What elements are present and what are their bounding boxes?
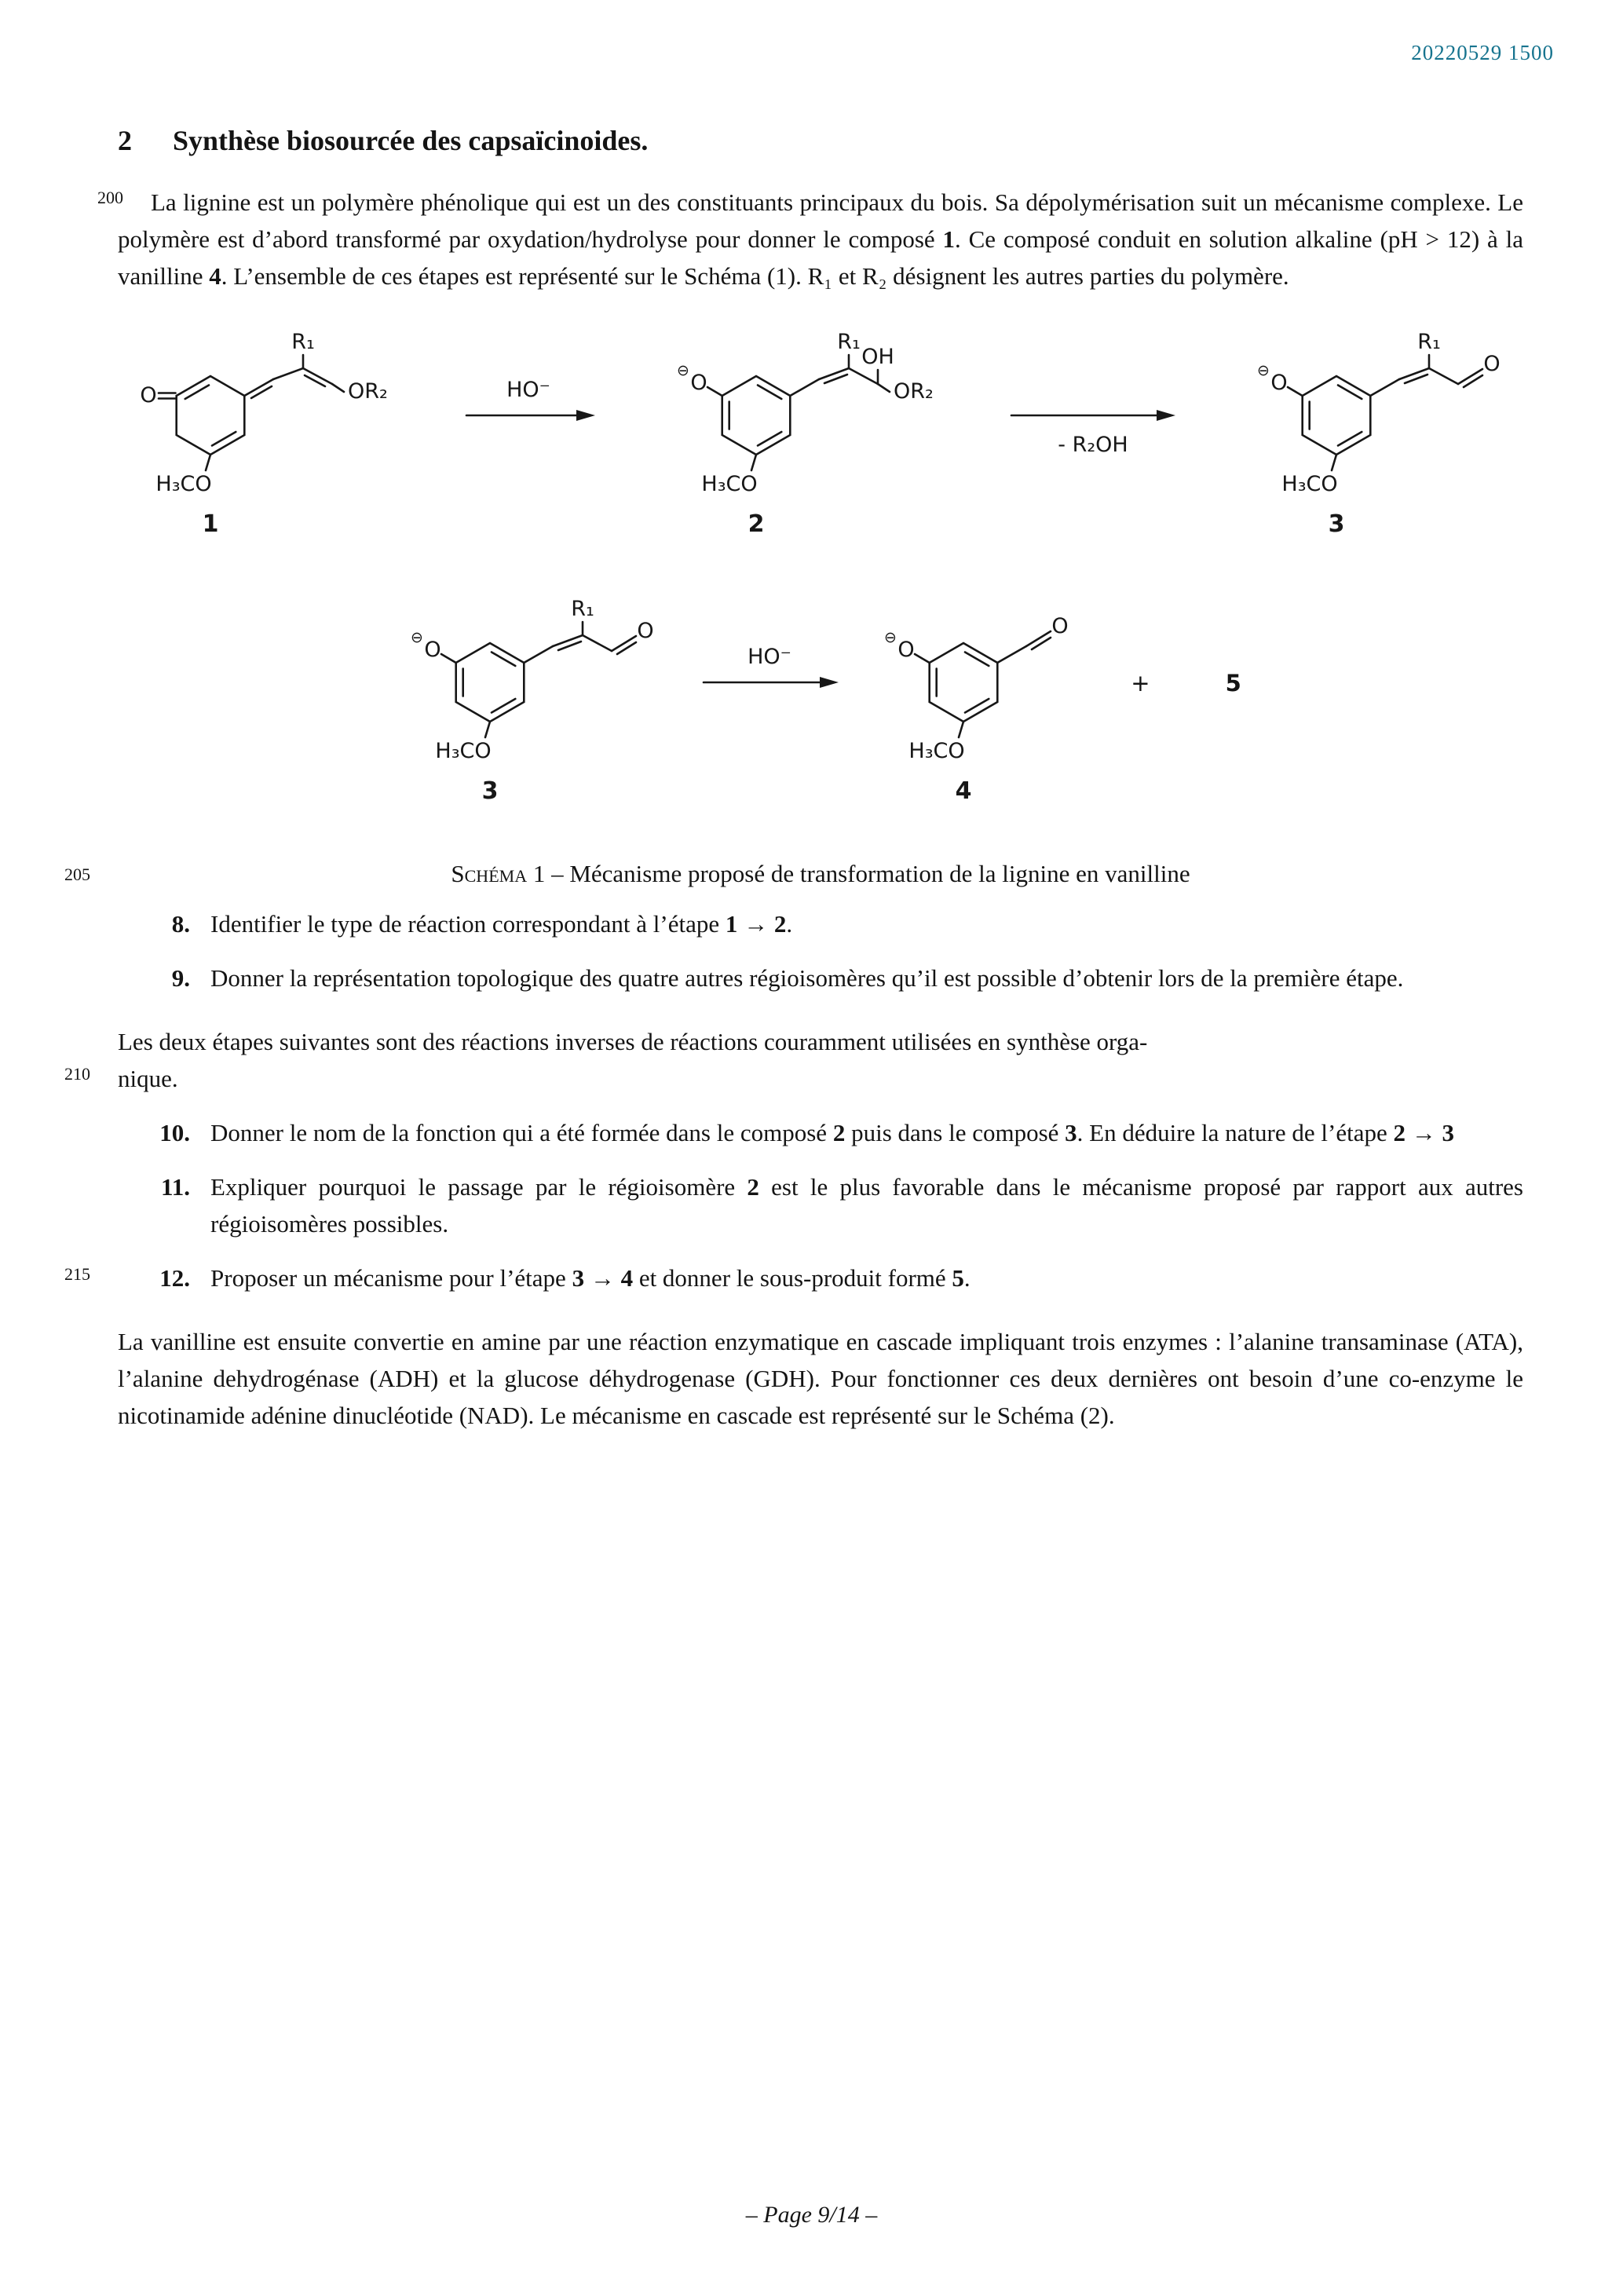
questions-block-1 — [118, 905, 1523, 996]
question-number: 10. — [159, 1119, 190, 1146]
text-segment: . — [963, 1264, 971, 1292]
scheme-caption — [64, 860, 1523, 888]
phenolate-group — [411, 629, 456, 663]
oxygen-label: O — [637, 619, 654, 643]
compound-4-structure — [873, 596, 1085, 808]
question-text — [210, 1114, 1523, 1151]
phenolate-group — [884, 629, 930, 663]
question-number: 12. — [159, 1264, 190, 1292]
methoxy-group — [909, 722, 965, 763]
margin-line-number-205: 205 — [64, 865, 90, 884]
r1-label: R₁ — [291, 330, 315, 354]
question-10 — [118, 1114, 1523, 1151]
text-segment: . — [786, 910, 793, 938]
compound-ref: 1 — [725, 910, 738, 938]
paragraph-intermediate — [64, 1023, 1523, 1097]
r1-label: R₁ — [571, 597, 595, 621]
compound-ref: 2 — [773, 910, 787, 938]
question-8 — [118, 905, 1523, 942]
compound-ref-1: 1 — [942, 225, 955, 253]
h3co-label: H₃CO — [1281, 472, 1338, 496]
margin-line-number-200: 200 — [97, 188, 123, 207]
plus-sign: + — [1131, 670, 1150, 696]
compound-ref: 4 — [620, 1264, 634, 1292]
question-number: 8. — [171, 910, 190, 938]
question-number: 11. — [160, 1173, 190, 1201]
closing-paragraph: La vanilline est ensuite convertie en amine par une réaction enzymatique en cascade impliquant trois enzymes : l’alanine transaminase (ATA), l’alanine dehydrogénase (ADH) et la glucose déhydrogenase (GDH). Pour fonctionner ces deux dernières ont besoin d’une co-enzyme le nicotinamide adénine dinucléotide (NAD). Le mécanisme en cascade est représenté sur le Schéma (2). — [118, 1328, 1523, 1429]
compound-ref: 5 — [952, 1264, 964, 1292]
h3co-label: H₃CO — [435, 739, 492, 763]
text-segment: . L’ensemble de ces étapes est représenté sur le Schéma (1). R₁ et R₂ désignent les autres parties du polymère. — [221, 262, 1289, 290]
question-text — [210, 1168, 1523, 1242]
ring — [722, 376, 790, 455]
compound-2-number: 2 — [748, 510, 764, 538]
compound-1-number: 1 — [202, 510, 219, 538]
text-segment: . En déduire la nature de l’étape — [1077, 1119, 1394, 1146]
circled-minus-icon: ⊖ — [411, 629, 424, 646]
questions-block-2 — [64, 1114, 1523, 1296]
compound-3-number: 3 — [481, 777, 499, 805]
text-segment: Donner le nom de la fonction qui a été formée dans le composé — [210, 1119, 833, 1146]
arrowhead-icon — [576, 410, 595, 421]
text-segment: Donner la représentation topologique des quatre autres régioisomères qu’il est possible d’obtenir lors de la première étape. — [210, 964, 1404, 992]
intro-paragraph — [97, 184, 1523, 294]
text-segment: → — [1405, 1119, 1442, 1146]
page-footer: – Page 9/14 – — [745, 2202, 878, 2228]
section-title: Synthèse biosourcée des capsaïcinoides. — [173, 125, 649, 156]
question-text — [210, 905, 1523, 942]
question-12 — [64, 1260, 1523, 1296]
text-segment: . Ce composé conduit en solution alkaline (pH > 12) à la vanilline — [118, 225, 1523, 290]
compound-4-number: 4 — [955, 777, 972, 805]
content-area — [64, 0, 1523, 1434]
aldehyde-group — [998, 614, 1069, 663]
text-segment: est le plus favorable dans le mécanisme proposé par rapport aux autres régioisomères possibles. — [210, 1173, 1523, 1238]
section-heading — [118, 124, 1523, 157]
compound-ref: 3 — [572, 1264, 585, 1292]
r1-label: R₁ — [1417, 330, 1441, 354]
arrowhead-icon — [1157, 410, 1175, 421]
methoxy-group — [701, 455, 757, 496]
ketone-group — [140, 383, 175, 408]
or2-label: OR₂ — [348, 379, 388, 404]
oh-label: OH — [861, 345, 894, 369]
compound-ref: 3 — [1442, 1119, 1454, 1146]
question-text — [210, 960, 1523, 996]
text-segment: nique. — [118, 1065, 178, 1092]
or2-label: OR₂ — [893, 379, 934, 404]
ring — [456, 643, 525, 722]
methoxy-group — [436, 722, 492, 763]
question-number: 9. — [171, 964, 190, 992]
text-segment: La lignine est un polymère phénolique qui est un des constituants principaux du bois. Sa dépolymérisation suit un mécanisme complexe. Le polymère est d’abord transformé par oxydation/hydrolyse pour donner le composé — [118, 188, 1523, 253]
circled-minus-icon: ⊖ — [676, 362, 689, 379]
caption-text: – Mécanisme proposé de transformation de la lignine en vanilline — [545, 860, 1190, 887]
compound-ref: 2 — [832, 1119, 846, 1146]
oxygen-label: O — [897, 638, 915, 662]
reaction-arrow-1 — [462, 329, 603, 541]
ho-minus-label: HO⁻ — [506, 378, 550, 402]
phenolate-group — [677, 362, 722, 396]
compound-3-structure — [1246, 329, 1517, 541]
side-chain — [790, 330, 934, 404]
h3co-label: H₃CO — [155, 472, 212, 496]
ring — [177, 376, 245, 455]
text-segment: → — [737, 910, 774, 938]
side-chain — [244, 330, 388, 404]
question-text — [210, 1260, 1523, 1296]
circled-minus-icon: ⊖ — [884, 629, 897, 646]
compound-ref: 3 — [1065, 1119, 1077, 1146]
text-segment: et donner le sous-produit formé — [633, 1264, 952, 1292]
text-segment: → — [584, 1264, 621, 1292]
circled-minus-icon: ⊖ — [1257, 362, 1270, 379]
question-9 — [118, 960, 1523, 996]
ho-minus-label: HO⁻ — [748, 645, 792, 669]
ring — [930, 643, 998, 722]
text-segment: Identifier le type de réaction correspondant à l’étape — [210, 910, 726, 938]
methoxy-group — [1281, 455, 1337, 496]
oxygen-label: O — [1051, 614, 1069, 638]
datetime-stamp: 20220529 1500 — [1411, 41, 1554, 64]
h3co-label: H₃CO — [700, 472, 758, 496]
r1-label: R₁ — [836, 330, 861, 354]
minus-r2oh-label: - R₂OH — [1058, 433, 1128, 457]
oxygen-label: O — [140, 383, 157, 408]
compound-ref: 2 — [747, 1173, 759, 1201]
section-number: 2 — [118, 125, 132, 156]
reaction-arrow-3 — [697, 596, 846, 808]
compound-5-number: 5 — [1225, 670, 1241, 696]
compound-ref: 2 — [1393, 1119, 1406, 1146]
phenolate-group — [1257, 362, 1303, 396]
compound-2-structure — [666, 329, 945, 541]
oxygen-label: O — [689, 371, 707, 395]
side-chain — [525, 597, 654, 663]
margin-line-number-210: 210 — [64, 1064, 90, 1084]
scheme-row-1 — [118, 329, 1523, 541]
caption-label: Schéma 1 — [451, 860, 546, 887]
margin-line-number-215: 215 — [64, 1264, 90, 1284]
compound-1-structure — [124, 329, 399, 541]
reaction-arrow-2 — [1007, 329, 1183, 541]
arrowhead-icon — [820, 677, 839, 688]
oxygen-label: O — [1270, 371, 1288, 395]
text-segment: Expliquer pourquoi le passage par le régioisomère — [210, 1173, 748, 1201]
question-11 — [118, 1168, 1523, 1242]
ring — [1303, 376, 1371, 455]
compound-3-structure — [400, 596, 671, 808]
text-segment: Proposer un mécanisme pour l’étape — [210, 1264, 572, 1292]
side-chain — [1370, 330, 1500, 396]
oxygen-label: O — [1483, 352, 1501, 376]
text-segment: puis dans le composé — [845, 1119, 1066, 1146]
methoxy-group — [155, 455, 211, 496]
compound-3-number: 3 — [1328, 510, 1345, 538]
reaction-scheme-1 — [118, 329, 1523, 808]
text-segment: Les deux étapes suivantes sont des réactions inverses de réactions couramment utilisées en synthèse orga- — [118, 1028, 1148, 1055]
h3co-label: H₃CO — [908, 739, 965, 763]
scheme-row-2 — [118, 596, 1523, 808]
oxygen-label: O — [424, 638, 441, 662]
compound-ref-4: 4 — [209, 262, 221, 290]
